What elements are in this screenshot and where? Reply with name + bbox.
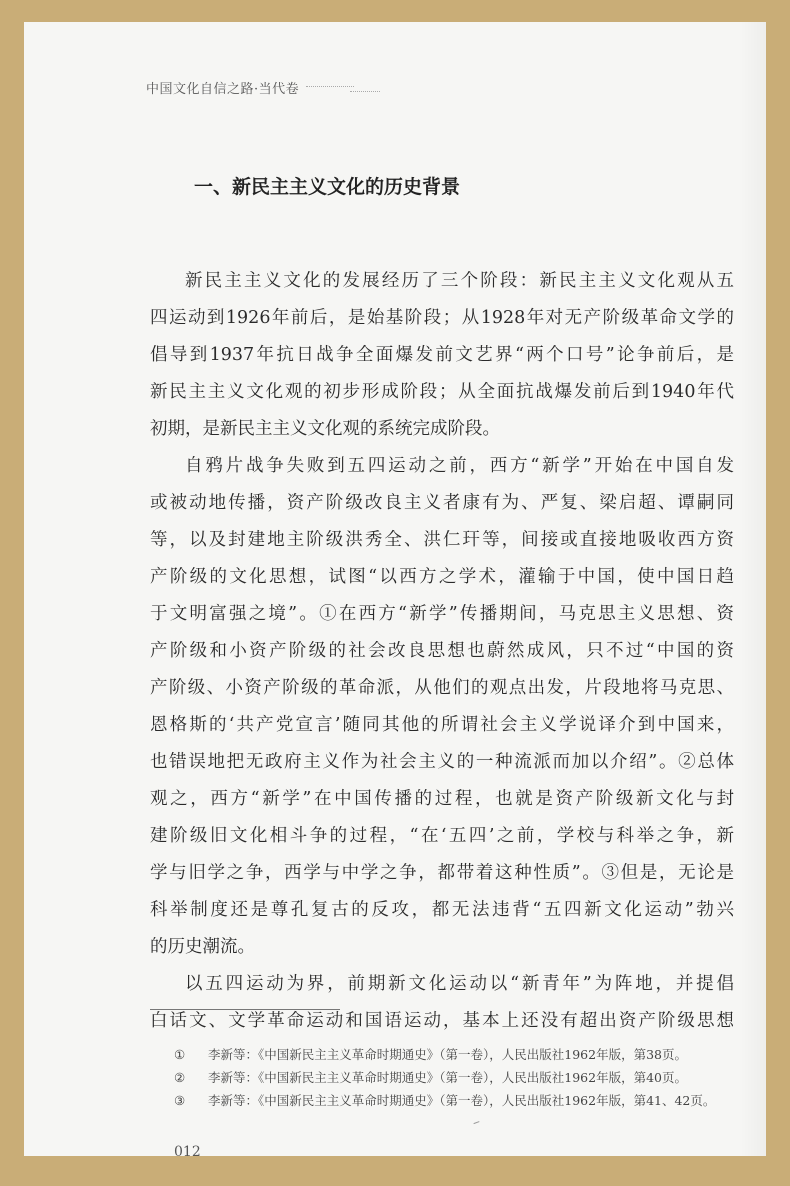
text-line: 恩格斯的‘共产党宣言’随同其他的所谓社会主义学说译介到中国来，: [150, 715, 734, 735]
footnote-text: 李新等：《中国新民主主义革命时期通史》（第一卷），人民出版社1962年版，第38页。: [208, 1047, 687, 1062]
text-line: 以五四运动为界，前期新文化运动以“新青年”为阵地，并提倡: [185, 974, 734, 994]
text-line: 自鸦片战争失败到五四运动之前，西方“新学”开始在中国自发: [185, 456, 734, 476]
footnote-mark: ③: [174, 1093, 186, 1108]
section-title: 一、新民主主义文化的历史背景: [194, 176, 461, 198]
text-line: 学与旧学之争，西学与中学之争，都带着这种性质”。③但是，无论是: [150, 863, 734, 883]
text-line: 等，以及封建地主阶级洪秀全、洪仁玕等，间接或直接地吸收西方资: [150, 530, 734, 550]
footnote: [174, 1092, 715, 1110]
text-line: 产阶级的文化思想，试图“以西方之学术，灌输于中国，使中国日趋: [150, 567, 734, 587]
header-ornament: [306, 86, 354, 87]
footnote-text: 李新等：《中国新民主主义革命时期通史》（第一卷），人民出版社1962年版，第41、42页。: [208, 1093, 716, 1108]
footnote-text: 李新等：《中国新民主主义革命时期通史》（第一卷），人民出版社1962年版，第40页。: [208, 1070, 687, 1085]
footnote-mark: ②: [174, 1070, 186, 1085]
footnote-rule: [150, 1009, 340, 1010]
book-page: [24, 22, 766, 1156]
running-head: 中国文化自信之路·当代卷: [146, 82, 300, 97]
text-line: 于文明富强之境”。①在西方“新学”传播期间，马克思主义思想、资: [150, 604, 734, 624]
text-line: 白话文、文学革命运动和国语运动，基本上还没有超出资产阶级思想: [150, 1011, 734, 1031]
paper-speck: [473, 1121, 480, 1127]
text-line: 也错误地把无政府主义作为社会主义的一种流派而加以介绍”。②总体: [150, 752, 734, 772]
text-line: 产阶级、小资产阶级的革命派，从他们的观点出发，片段地将马克思、: [150, 678, 734, 698]
header-ornament: [350, 91, 380, 92]
text-line: 倡导到1937年抗日战争全面爆发前文艺界“两个口号”论争前后，是: [150, 345, 734, 365]
text-line: 科举制度还是尊孔复古的反攻，都无法违背“五四新文化运动”勃兴: [150, 900, 734, 920]
page-number: 012: [174, 1144, 213, 1156]
text-line: 建阶级旧文化相斗争的过程，“在‘五四’之前，学校与科举之争，新: [150, 826, 734, 846]
text-line: 四运动到1926年前后，是始基阶段；从1928年对无产阶级革命文学的: [150, 308, 734, 328]
text-line: 或被动地传播，资产阶级改良主义者康有为、严复、梁启超、谭嗣同: [150, 493, 734, 513]
footnote: [174, 1046, 687, 1064]
text-line: 初期，是新民主主义文化观的系统完成阶段。: [150, 419, 500, 439]
text-line: 新民主主义文化的发展经历了三个阶段：新民主主义文化观从五: [185, 271, 734, 291]
text-line: 产阶级和小资产阶级的社会改良思想也蔚然成风，只不过“中国的资: [150, 641, 734, 661]
footnote: [174, 1069, 687, 1087]
text-line: 的历史潮流。: [150, 937, 255, 957]
text-line: 观之，西方“新学”在中国传播的过程，也就是资产阶级新文化与封: [150, 789, 734, 809]
footnote-mark: ①: [174, 1047, 186, 1062]
text-line: 新民主主义文化观的初步形成阶段；从全面抗战爆发前后到1940年代: [150, 382, 734, 402]
